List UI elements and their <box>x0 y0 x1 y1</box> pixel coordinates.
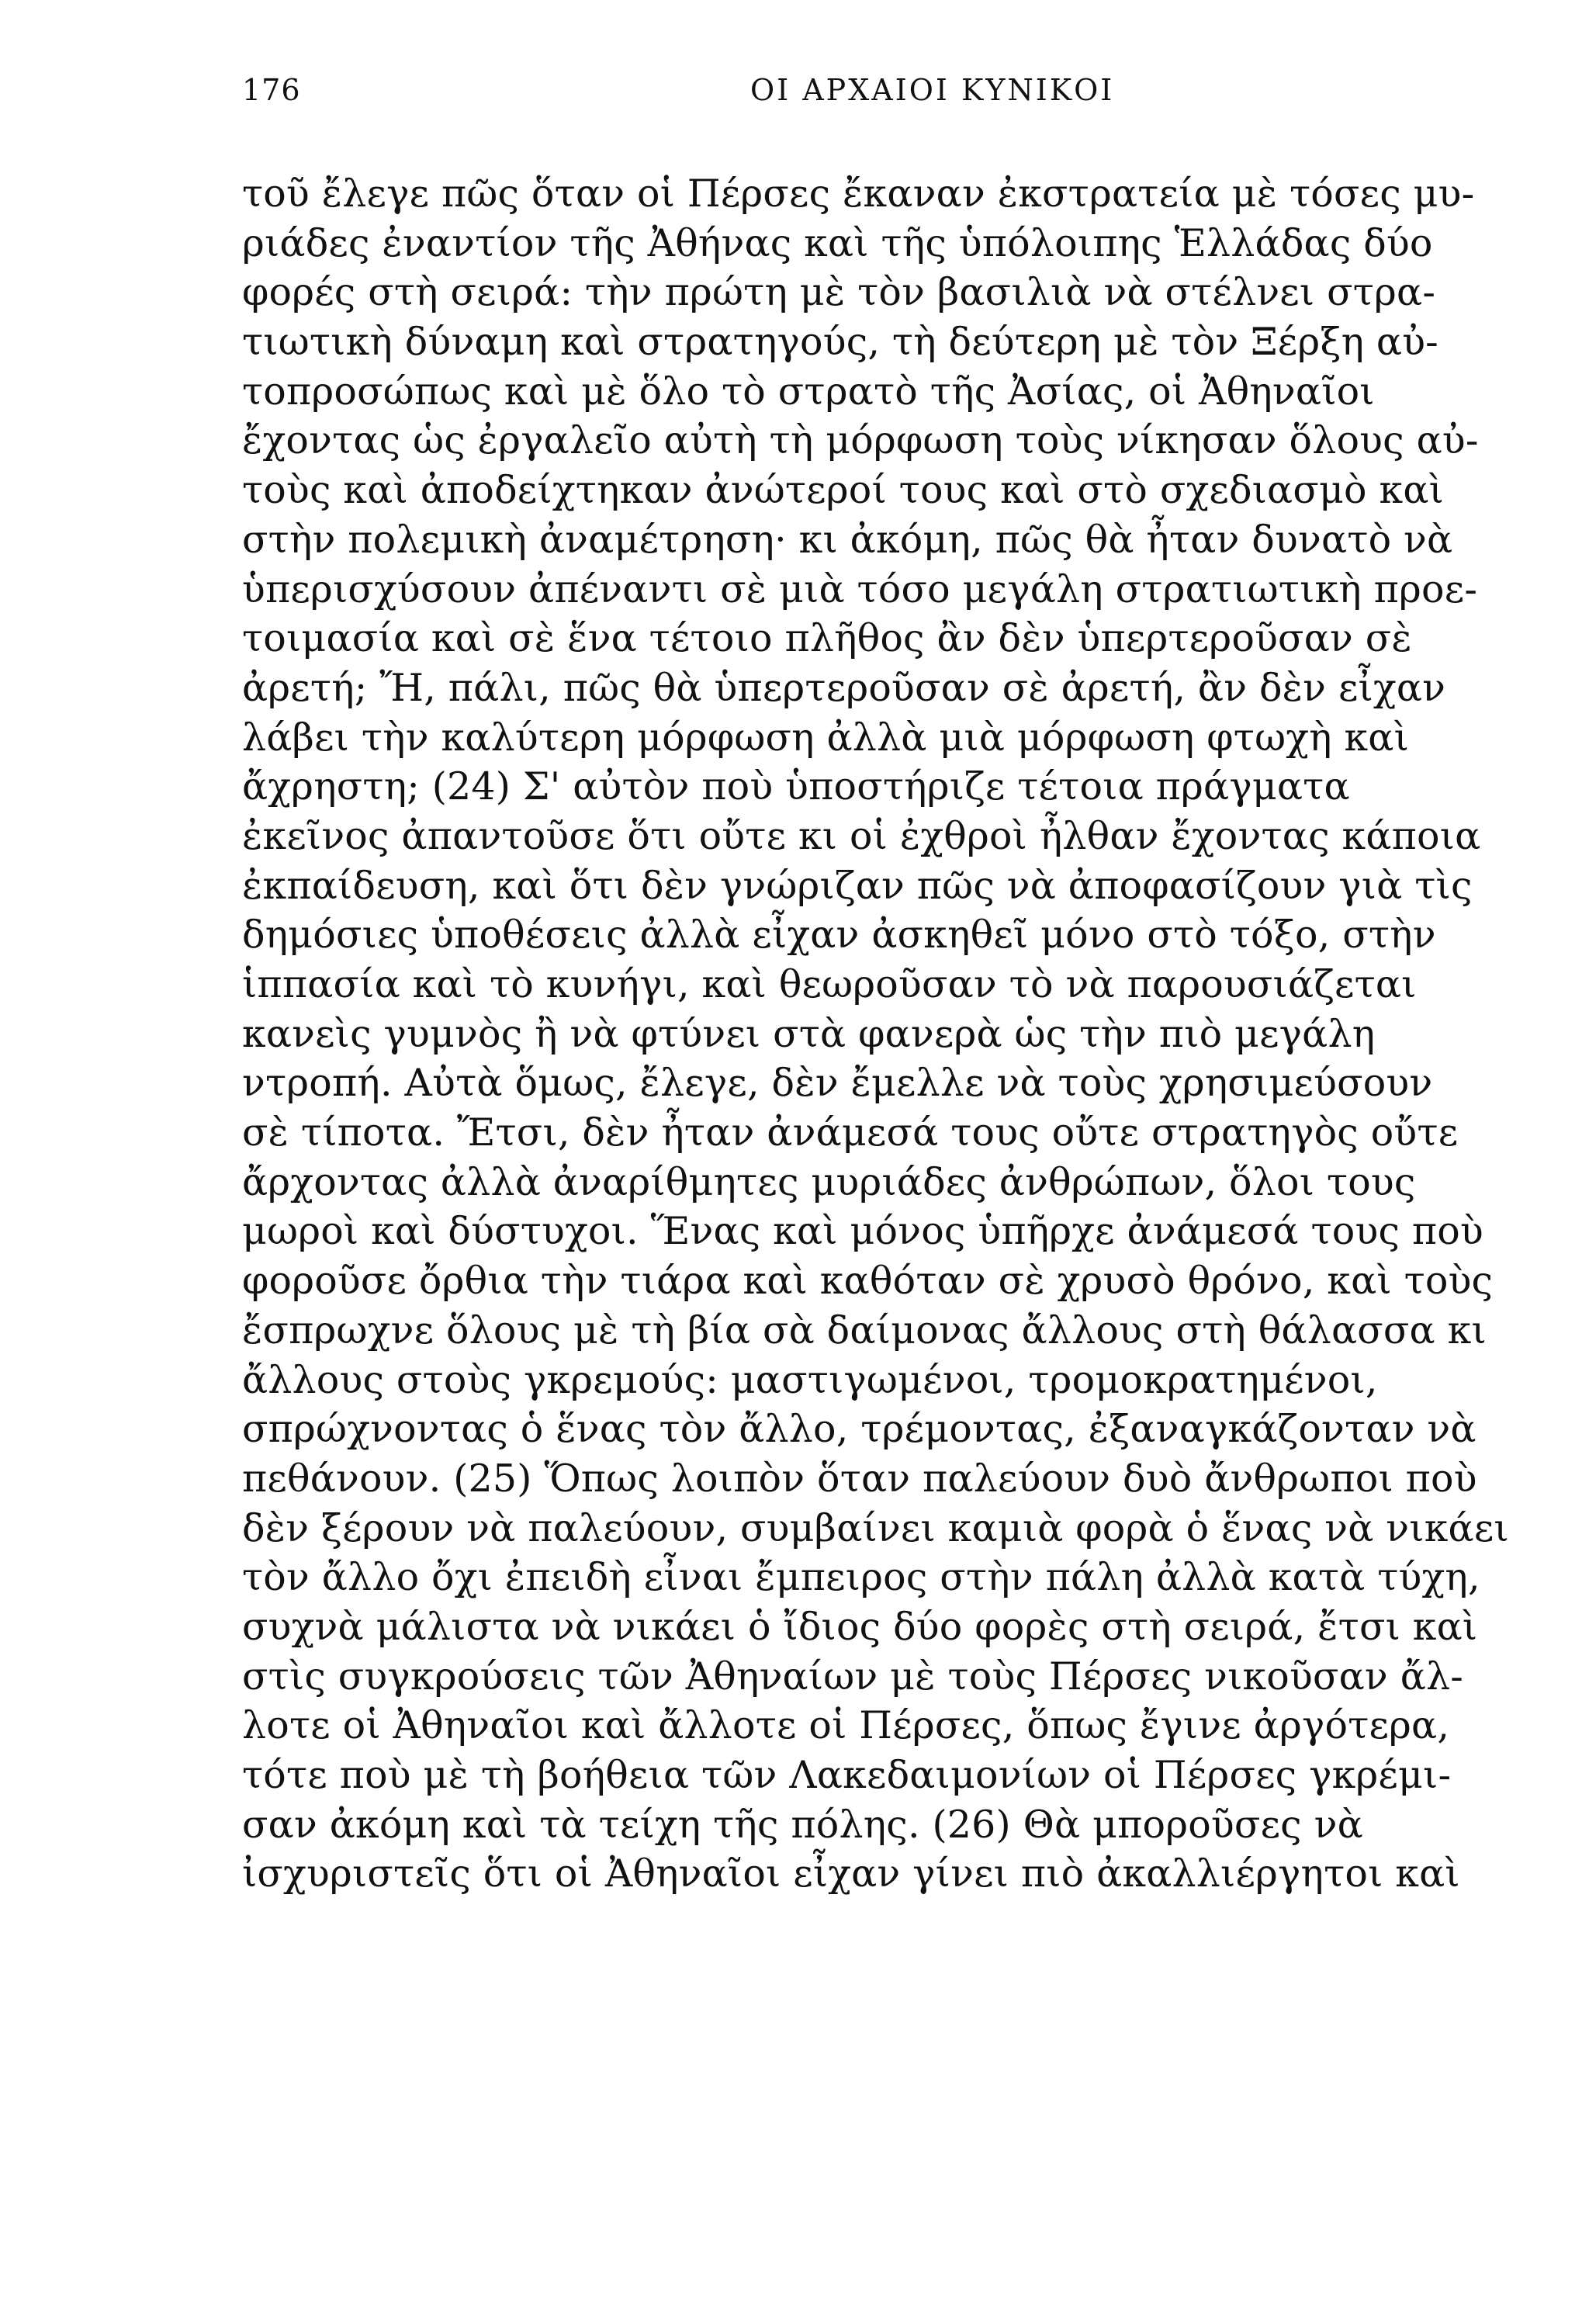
text-line: τοὺς καὶ ἀποδείχτηκαν ἀνώτεροί τους καὶ στὸ σχεδιασμὸ καὶ <box>242 468 1445 513</box>
text-line: ἐκπαίδευση, καὶ ὅτι δὲν γνώριζαν πῶς νὰ ἀποφασίζουν γιὰ τὶς <box>242 863 1473 908</box>
text-line: ριάδες ἐναντίον τῆς Ἀθήνας καὶ τῆς ὑπόλοιπης Ἑλλάδας δύο <box>242 220 1433 265</box>
text-line: τότε ποὺ μὲ τὴ βοήθεια τῶν Λακεδαιμονίων οἱ Πέρσες γκρέμι- <box>242 1753 1452 1797</box>
page-number: 176 <box>242 73 301 107</box>
running-head <box>242 67 1589 113</box>
text-line: λοτε οἱ Ἀθηναῖοι καὶ ἄλλοτε οἱ Πέρσες, ὅπως ἔγινε ἀργότερα, <box>242 1703 1450 1748</box>
text-line: μωροὶ καὶ δύστυχοι. Ἕνας καὶ μόνος ὑπῆρχε ἀνάμεσά τους ποὺ <box>242 1209 1483 1254</box>
text-line: φοροῦσε ὄρθια τὴν τιάρα καὶ καθόταν σὲ χρυσὸ θρόνο, καὶ τοὺς <box>242 1259 1494 1304</box>
text-line: συχνὰ μάλιστα νὰ νικάει ὁ ἴδιος δύο φορὲς στὴ σειρά, ἔτσι καὶ <box>242 1604 1478 1649</box>
text-line: ἄλλους στοὺς γκρεμούς: μαστιγωμένοι, τρομοκρατημένοι, <box>242 1357 1378 1402</box>
text-line: ἄχρηστη; (24) Σ' αὐτὸν ποὺ ὑποστήριζε τέτοια πράγματα <box>242 764 1350 809</box>
running-title: ΟΙ ΑΡΧΑΙΟΙ ΚΥΝΙΚΟΙ <box>750 73 1115 107</box>
text-line: ἀρετή; Ἤ, πάλι, πῶς θὰ ὑπερτεροῦσαν σὲ ἀρετή, ἂν δὲν εἶχαν <box>242 665 1446 710</box>
text-line: πεθάνουν. (25) Ὅπως λοιπὸν ὅταν παλεύουν δυὸ ἄνθρωποι ποὺ <box>242 1456 1477 1501</box>
text-line: ἄρχοντας ἀλλὰ ἀναρίθμητες μυριάδες ἀνθρώπων, ὅλοι τους <box>242 1159 1416 1204</box>
text-line: δημόσιες ὑποθέσεις ἀλλὰ εἶχαν ἀσκηθεῖ μόνο στὸ τόξο, στὴν <box>242 913 1436 958</box>
text-line: τιωτικὴ δύναμη καὶ στρατηγούς, τὴ δεύτερη μὲ τὸν Ξέρξη αὐ- <box>242 320 1438 365</box>
text-line: τοῦ ἔλεγε πῶς ὅταν οἱ Πέρσες ἔκαναν ἐκστρατεία μὲ τόσες μυ- <box>242 171 1475 216</box>
text-line: ἰσχυριστεῖς ὅτι οἱ Ἀθηναῖοι εἶχαν γίνει πιὸ ἀκαλλιέργητοι καὶ <box>242 1851 1460 1896</box>
text-line: φορές στὴ σειρά: τὴν πρώτη μὲ τὸν βασιλιὰ νὰ στέλνει στρα- <box>242 270 1436 315</box>
text-line: ἔσπρωχνε ὅλους μὲ τὴ βία σὰ δαίμονας ἄλλους στὴ θάλασσα κι <box>242 1307 1487 1352</box>
text-line: ἐκεῖνος ἀπαντοῦσε ὅτι οὔτε κι οἱ ἐχθροὶ ἦλθαν ἔχοντας κάποια <box>242 813 1481 858</box>
text-line: λάβει τὴν καλύτερη μόρφωση ἀλλὰ μιὰ μόρφωση φτωχὴ καὶ <box>242 715 1409 760</box>
text-line: σπρώχνοντας ὁ ἕνας τὸν ἄλλο, τρέμοντας, ἐξαναγκάζονταν νὰ <box>242 1407 1476 1452</box>
text-line: τοιμασία καὶ σὲ ἕνα τέτοιο πλῆθος ἂν δὲν ὑπερτεροῦσαν σὲ <box>242 616 1412 661</box>
text-line: σαν ἀκόμη καὶ τὰ τείχη τῆς πόλης. (26) Θὰ μποροῦσες νὰ <box>242 1802 1363 1847</box>
text-line: ὑπερισχύσουν ἀπέναντι σὲ μιὰ τόσο μεγάλη στρατιωτικὴ προε- <box>242 566 1478 611</box>
text-line: στὴν πολεμικὴ ἀναμέτρηση· κι ἀκόμη, πῶς θὰ ἦταν δυνατὸ νὰ <box>242 517 1453 562</box>
text-line: σὲ τίποτα. Ἔτσι, δὲν ἦταν ἀνάμεσά τους οὔτε στρατηγὸς οὔτε <box>242 1110 1459 1155</box>
text-line: τὸν ἄλλο ὄχι ἐπειδὴ εἶναι ἔμπειρος στὴν πάλη ἀλλὰ κατὰ τύχη, <box>242 1555 1480 1600</box>
text-line: τοπροσώπως καὶ μὲ ὅλο τὸ στρατὸ τῆς Ἀσίας, οἱ Ἀθηναῖοι <box>242 369 1375 414</box>
text-line: ἱππασία καὶ τὸ κυνήγι, καὶ θεωροῦσαν τὸ νὰ παρουσιάζεται <box>242 962 1417 1006</box>
text-line: κανεὶς γυμνὸς ἢ νὰ φτύνει στὰ φανερὰ ὡς τὴν πιὸ μεγάλη <box>242 1011 1376 1056</box>
text-line: στὶς συγκρούσεις τῶν Ἀθηναίων μὲ τοὺς Πέρσες νικοῦσαν ἄλ- <box>242 1654 1463 1699</box>
text-line: ντροπή. Αὐτὰ ὅμως, ἔλεγε, δὲν ἔμελλε νὰ τοὺς χρησιμεύσουν <box>242 1061 1433 1106</box>
body-text <box>242 169 1509 1899</box>
text-line: δὲν ξέρουν νὰ παλεύουν, συμβαίνει καμιὰ φορὰ ὁ ἕνας νὰ νικάει <box>242 1505 1509 1550</box>
text-line: ἔχοντας ὡς ἐργαλεῖο αὐτὴ τὴ μόρφωση τοὺς νίκησαν ὅλους αὐ- <box>242 418 1479 463</box>
